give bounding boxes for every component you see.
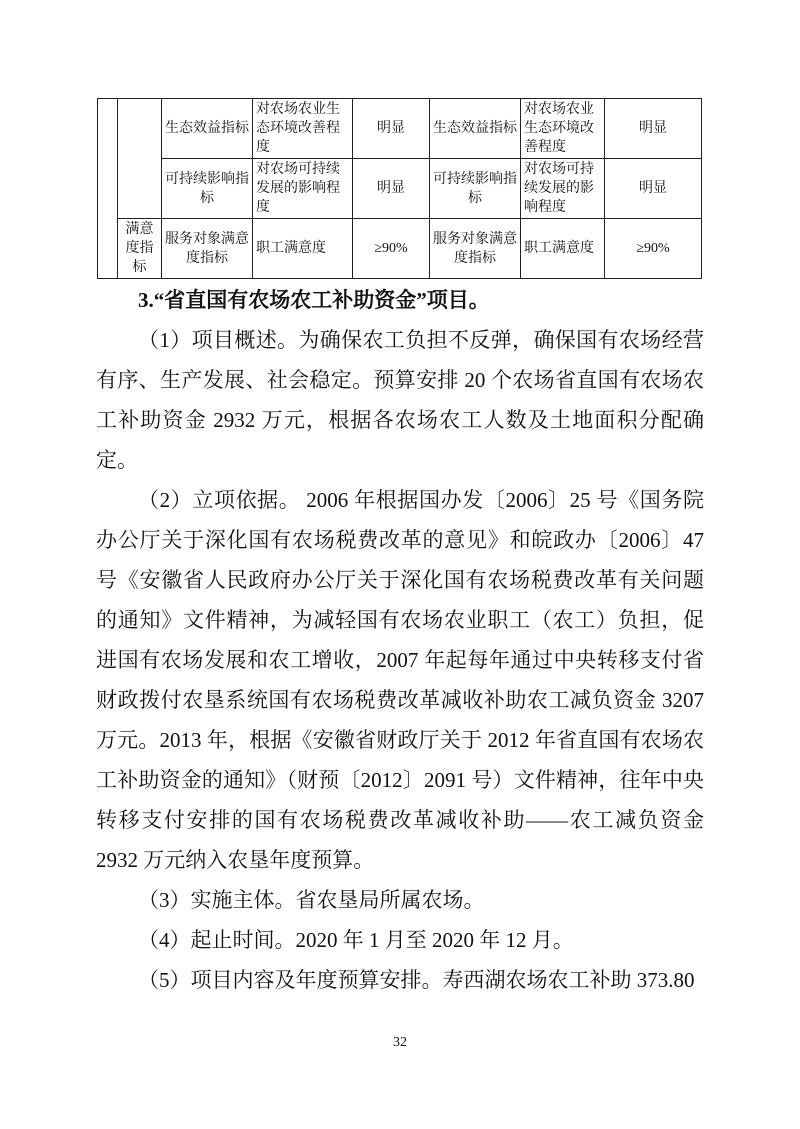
section-heading: 3.“省直国有农场农工补助资金”项目。 (138, 288, 490, 312)
eco-benefit-detail-cell-left: 对农场农业生态环境改善程度 (253, 99, 353, 159)
sustain-impact-indicator-cell-left: 可持续影响指标 (162, 159, 253, 219)
eco-benefit-indicator-cell-left: 生态效益指标 (162, 99, 253, 159)
paragraph-time-range: （4）起止时间。2020 年 1 月至 2020 年 12 月。 (138, 928, 574, 952)
table-row (98, 159, 702, 219)
satisfaction-value-cell-left: ≥90% (353, 219, 430, 279)
page-number: 32 (393, 1035, 407, 1050)
satisfaction-indicator-cell-right: 服务对象满意度指标 (430, 219, 521, 279)
table-row (98, 99, 702, 159)
table-row (98, 219, 702, 279)
body-text (96, 280, 704, 1000)
paragraph-budget-arrangement: （5）项目内容及年度预算安排。寿西湖农场农工补助 373.80 (138, 968, 695, 992)
satisfaction-category-cell: 满意度指标 (118, 219, 162, 279)
eco-benefit-detail-cell-right: 对农场农业生态环境改善程度 (521, 99, 605, 159)
satisfaction-value-cell-right: ≥90% (605, 219, 702, 279)
performance-indicator-table (97, 98, 702, 279)
paragraph-implementing-body: （3）实施主体。省农垦局所属农场。 (138, 888, 485, 912)
table-cell-empty-spanner (98, 99, 118, 279)
sustain-impact-indicator-cell-right: 可持续影响指标 (430, 159, 521, 219)
table-cell-empty-category (118, 99, 162, 219)
sustain-impact-value-cell-right: 明显 (605, 159, 702, 219)
eco-benefit-indicator-cell-right: 生态效益指标 (430, 99, 521, 159)
satisfaction-detail-cell-left: 职工满意度 (253, 219, 353, 279)
satisfaction-indicator-cell-left: 服务对象满意度指标 (162, 219, 253, 279)
eco-benefit-value-cell-right: 明显 (605, 99, 702, 159)
paragraph-project-basis: （2）立项依据。 2006 年根据国办发〔2006〕25 号《国务院办公厅关于深化国有农场税费改革的意见》和皖政办〔2006〕47 号《安徽省人民政府办公厅关于深化国有农场税费改革有关问题的通知》文件精神，为减轻国有农场农业职工（农工）负担，促进国有农场发展和农工增收，2007 年起每年通过中央转移支付省财政拨付农垦系统国有农场税费改革减收补助农工减负资金 3207 万元。2013 年，根据《安徽省财政厅关于 2012 年省直国有农场农工补助资金的通知》（财预〔2012〕2091 号）文件精神，往年中央转移支付安排的国有农场税费改革减收补助——农工减负资金 2932 万元纳入农垦年度预算。 (96, 488, 704, 872)
satisfaction-detail-cell-right: 职工满意度 (521, 219, 605, 279)
paragraph-project-overview: （1）项目概述。为确保农工负担不反弹，确保国有农场经营有序、生产发展、社会稳定。预算安排 20 个农场省直国有农场农工补助资金 2932 万元，根据各农场农工人数及土地面积分配确定。 (96, 328, 704, 472)
eco-benefit-value-cell-left: 明显 (353, 99, 430, 159)
sustain-impact-detail-cell-right: 对农场可持续发展的影响程度 (521, 159, 605, 219)
sustain-impact-value-cell-left: 明显 (353, 159, 430, 219)
sustain-impact-detail-cell-left: 对农场可持续发展的影响程度 (253, 159, 353, 219)
